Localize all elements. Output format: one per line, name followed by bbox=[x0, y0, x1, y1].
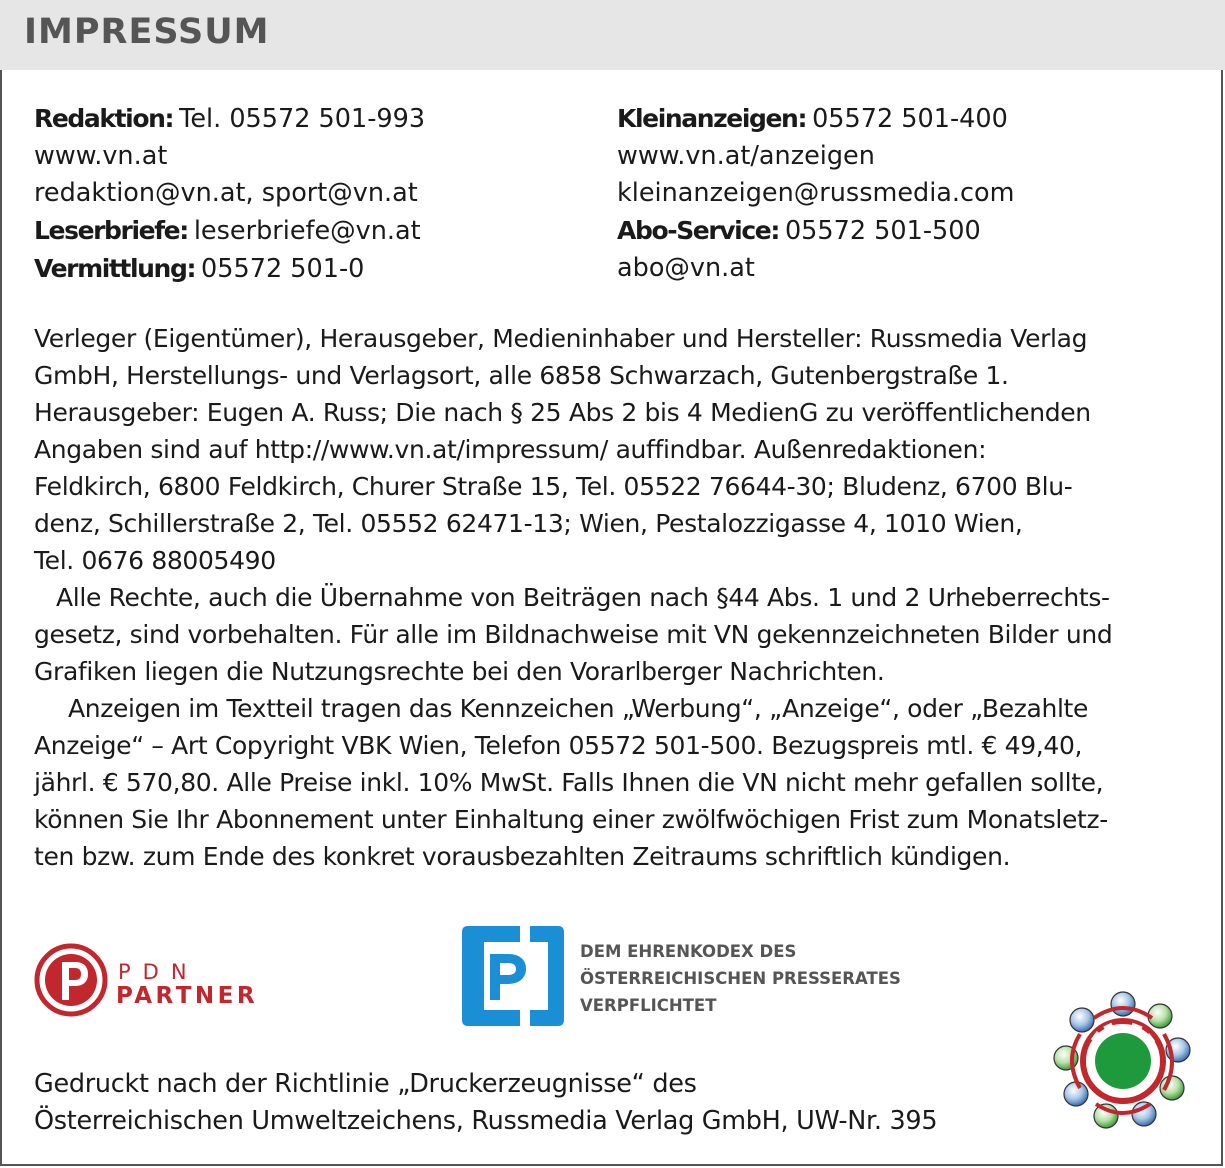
contact-column-left bbox=[34, 100, 425, 288]
anzeigen-link[interactable]: www.vn.at/anzeigen bbox=[617, 141, 875, 171]
body-line: denz, Schillerstraße 2, Tel. 05552 62471-13; Wien, Pestalozzigasse 4, 1010 Wien, bbox=[34, 509, 1023, 538]
body-line: können Sie Ihr Abonnement unter Einhaltung einer zwölfwöchigen Frist zum Monatsletz- bbox=[34, 805, 1108, 834]
abo-phone: 05572 501-500 bbox=[784, 216, 981, 246]
redaktion-emails[interactable]: redaktion@vn.at, sport@vn.at bbox=[34, 178, 418, 208]
redaktion-label: Redaktion: bbox=[34, 104, 174, 133]
vermittlung-phone: 05572 501-0 bbox=[201, 254, 365, 284]
redaktion-line bbox=[34, 100, 425, 138]
kleinanzeigen-phone: 05572 501-400 bbox=[812, 104, 1008, 134]
presserat-line-1: DEM EHRENKODEX DES bbox=[580, 942, 797, 961]
footer-line-2: Österreichischen Umweltzeichens, Russmedia Verlag GmbH, UW-Nr. 395 bbox=[34, 1106, 938, 1136]
body-line: Anzeige“ – Art Copyright VBK Wien, Telefon 05572 501-500. Bezugspreis mtl. € 49,40, bbox=[34, 731, 1083, 760]
body-line: jährl. € 570,80. Alle Preise inkl. 10% MwSt. Falls Ihnen die VN nicht mehr gefallen sollte, bbox=[34, 768, 1104, 797]
leserbriefe-line bbox=[34, 212, 425, 250]
page-title: IMPRESSUM bbox=[24, 12, 270, 52]
vermittlung-label: Vermittlung: bbox=[34, 254, 196, 283]
footer-note bbox=[34, 1066, 937, 1140]
body-line: Angaben sind auf http://www.vn.at/impressum/ auffindbar. Außenredaktionen: bbox=[34, 435, 987, 464]
body-line: ten bzw. zum Ende des konkret vorausbezahlten Zeitraums schriftlich kündigen. bbox=[34, 842, 1011, 871]
body-line: Herausgeber: Eugen A. Russ; Die nach § 25 Abs 2 bis 4 MedienG zu veröffentlichenden bbox=[34, 398, 1091, 427]
pdn-logo-text: PDN bbox=[118, 960, 199, 984]
body-line: Alle Rechte, auch die Übernahme von Beiträgen nach §44 Abs. 1 und 2 Urheberrechts- bbox=[56, 583, 1110, 612]
abo-email[interactable]: abo@vn.at bbox=[617, 253, 755, 283]
presserat-line-3: VERPFLICHTET bbox=[580, 996, 717, 1015]
vermittlung-line bbox=[34, 250, 425, 288]
presserat-line-2: ÖSTERREICHISCHEN PRESSERATES bbox=[580, 969, 901, 988]
kleinanzeigen-label: Kleinanzeigen: bbox=[617, 104, 807, 133]
presserat-text bbox=[580, 938, 901, 1019]
body-line: Tel. 0676 88005490 bbox=[34, 546, 276, 575]
presserat-logo-icon bbox=[460, 924, 566, 1030]
impressum-body bbox=[34, 320, 1194, 875]
abo-label: Abo-Service: bbox=[617, 216, 779, 245]
abo-line bbox=[617, 212, 1014, 250]
body-line: Grafiken liegen die Nutzungsrechte bei den Vorarlberger Nachrichten. bbox=[34, 657, 885, 686]
contact-column-right bbox=[617, 100, 1014, 287]
body-line: Feldkirch, 6800 Feldkirch, Churer Straße 15, Tel. 05522 76644-30; Bludenz, 6700 Blu- bbox=[34, 472, 1073, 501]
body-line: Verleger (Eigentümer), Herausgeber, Medieninhaber und Hersteller: Russmedia Verlag bbox=[34, 324, 1088, 353]
body-line: gesetz, sind vorbehalten. Für alle im Bildnachweise mit VN gekennzeichneten Bilder und bbox=[34, 620, 1113, 649]
body-line: GmbH, Herstellungs- und Verlagsort, alle 6858 Schwarzach, Gutenbergstraße 1. bbox=[34, 361, 1009, 390]
leserbriefe-email[interactable]: leserbriefe@vn.at bbox=[193, 216, 421, 246]
partner-logo-text: PARTNER bbox=[116, 983, 259, 1009]
redaktion-phone: Tel. 05572 501-993 bbox=[179, 104, 426, 134]
body-line: Anzeigen im Textteil tragen das Kennzeichen „Werbung“, „Anzeige“, oder „Bezahlte bbox=[68, 694, 1089, 723]
website-link[interactable]: www.vn.at bbox=[34, 141, 168, 171]
page-header bbox=[0, 0, 1225, 70]
footer-line-1: Gedruckt nach der Richtlinie „Druckerzeugnisse“ des bbox=[34, 1069, 697, 1099]
umweltzeichen-logo-icon bbox=[1052, 990, 1194, 1132]
kleinanzeigen-line bbox=[617, 100, 1014, 138]
leserbriefe-label: Leserbriefe: bbox=[34, 216, 188, 245]
kleinanzeigen-email[interactable]: kleinanzeigen@russmedia.com bbox=[617, 178, 1015, 208]
